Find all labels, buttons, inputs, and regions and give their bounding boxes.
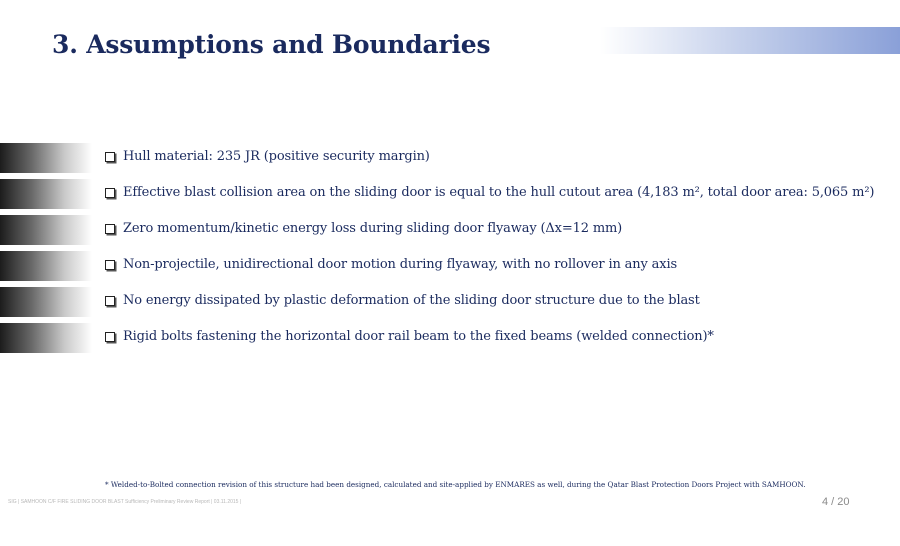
bullet-item: [0, 143, 900, 173]
bullet-item: [0, 251, 900, 281]
bullet-text: Zero momentum/kinetic energy loss during sliding door flyaway (Δx=12 mm): [123, 221, 623, 236]
bullet-band: [0, 215, 92, 245]
bullet-item: [0, 287, 900, 317]
bullet-text: Rigid bolts fastening the horizontal door rail beam to the fixed beams (welded connection)*: [123, 329, 714, 344]
bullet-item: [0, 215, 900, 245]
checkbox-bullet-icon: [105, 224, 115, 234]
bullet-band: [0, 143, 92, 173]
footer-document-info: SIG | SAMHOON C/F FIRE SLIDING DOOR BLAST Sufficiency Preliminary Review Report | 03.11.2015 |: [8, 499, 242, 505]
bullet-item: [0, 323, 900, 353]
bullet-text: Effective blast collision area on the sliding door is equal to the hull cutout area (4,183 m², total door area: 5,065 m²): [123, 185, 875, 200]
bullet-text: Hull material: 235 JR (positive security margin): [123, 149, 430, 164]
bullet-band: [0, 251, 92, 281]
bullet-item: [0, 179, 900, 209]
bullet-band: [0, 179, 92, 209]
bullet-band: [0, 287, 92, 317]
slide-title: 3. Assumptions and Boundaries: [52, 30, 491, 59]
footnote: * Welded-to-Bolted connection revision of this structure had been designed, calculated and site-applied by ENMARES as well, during the Qatar Blast Protection Doors Project with SAMHOON.: [105, 480, 806, 489]
checkbox-bullet-icon: [105, 296, 115, 306]
checkbox-bullet-icon: [105, 332, 115, 342]
checkbox-bullet-icon: [105, 152, 115, 162]
bullet-text: No energy dissipated by plastic deformation of the sliding door structure due to the blast: [123, 293, 700, 308]
bullet-text: Non-projectile, unidirectional door motion during flyaway, with no rollover in any axis: [123, 257, 677, 272]
bullet-band: [0, 323, 92, 353]
checkbox-bullet-icon: [105, 260, 115, 270]
page-number: 4 / 20: [822, 496, 850, 508]
checkbox-bullet-icon: [105, 188, 115, 198]
